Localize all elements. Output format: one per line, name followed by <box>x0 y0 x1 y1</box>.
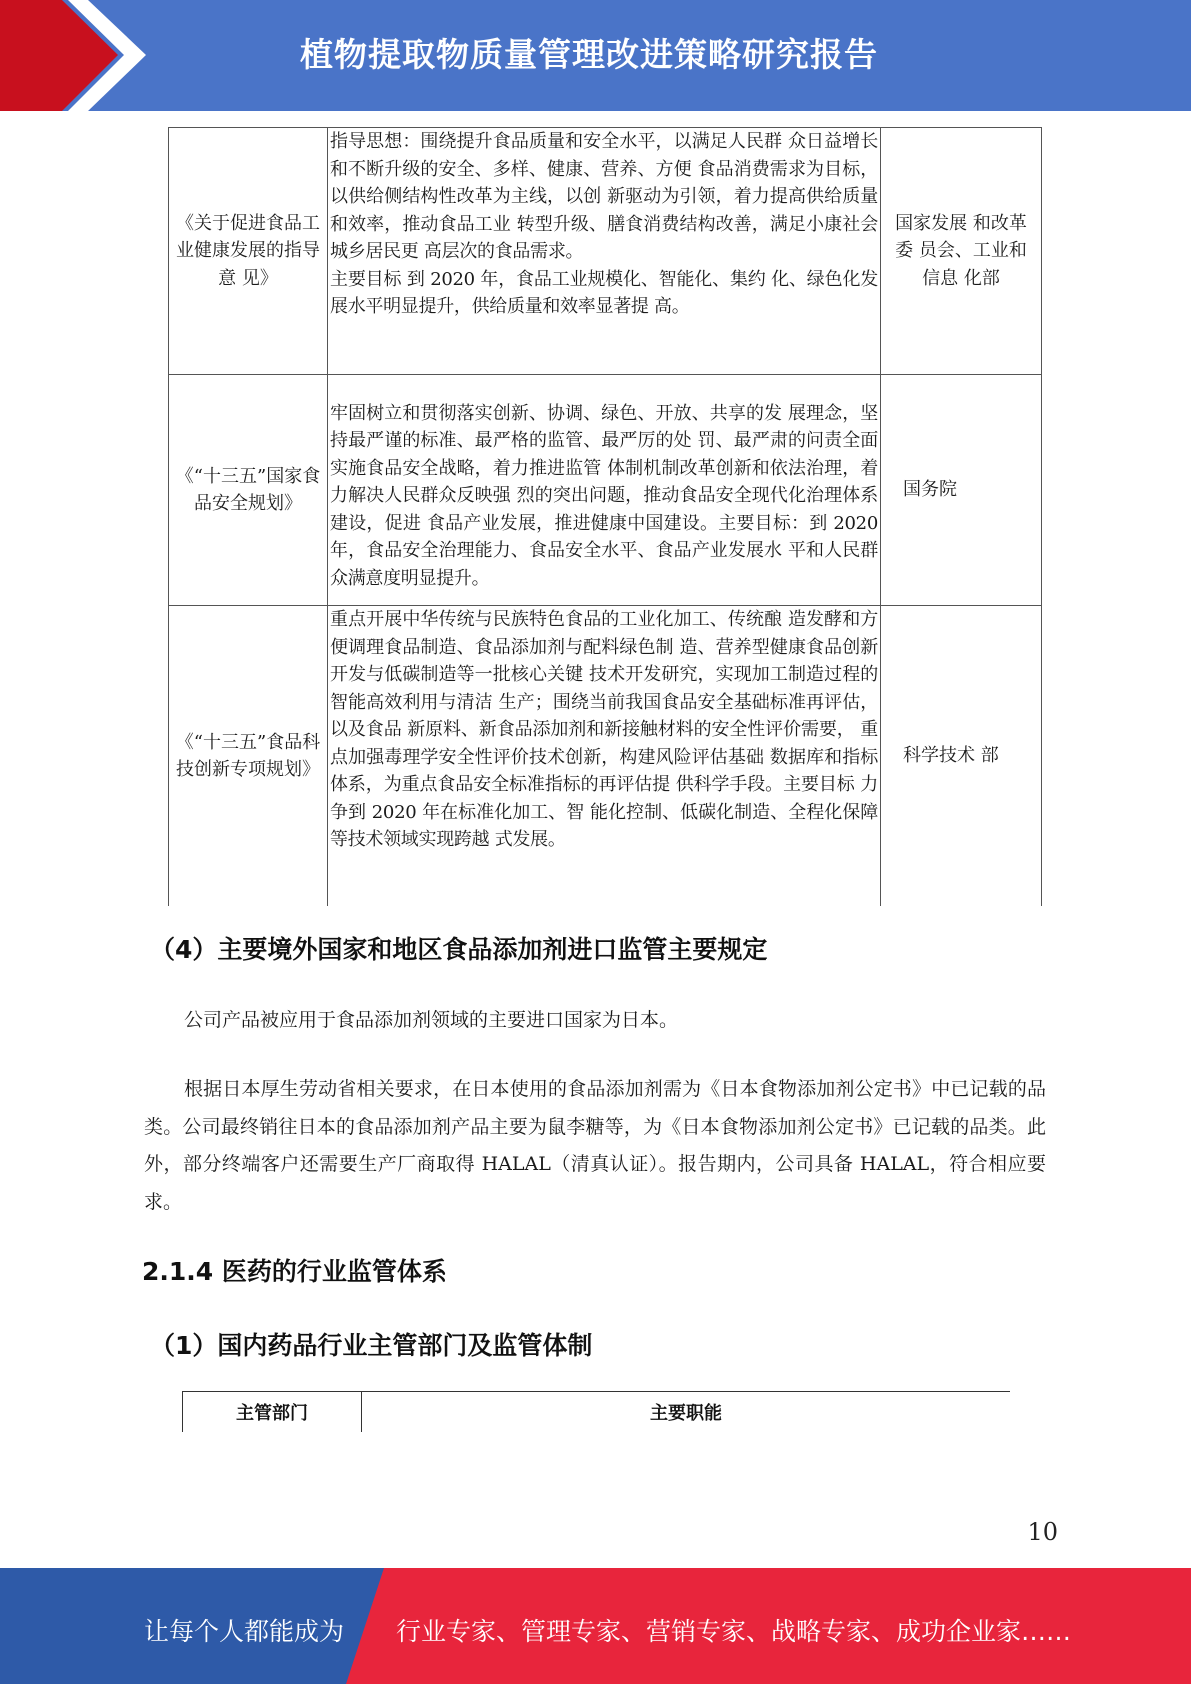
column-header-department: 主管部门 <box>183 1392 362 1433</box>
drug-regulation-table <box>182 1391 1010 1432</box>
table-row <box>169 606 1042 907</box>
table-row <box>169 128 1042 375</box>
policy-name: 《“十三五”食品科技创新专项规划》 <box>169 606 328 907</box>
section-4-heading: （4）主要境外国家和地区食品添加剂进口监管主要规定 <box>150 935 768 964</box>
column-header-functions: 主要职能 <box>362 1392 1011 1433</box>
report-title: 植物提取物质量管理改进策略研究报告 <box>300 35 878 74</box>
policy-content: 重点开展中华传统与民族特色食品的工业化加工、传统酿 造发酵和方便调理食品制造、食品添加剂与配料绿色制 造、营养型健康食品创新开发与低碳制造等一批核心关键 技术开发研究，实现加工制造过程的智能高效利用与清洁 生产；围绕当前我国食品安全基础标准再评估，以及食品 新原料、新食品添加剂和新接触材料的安全性评价需要， 重点加强毒理学安全性评价技术创新，构建风险评估基础 数据库和指标体系，为重点食品安全标准指标的再评估提 供科学手段。主要目标 力争到 2020 年在标准化加工、智 能化控制、低碳化制造、全程化保障等技术领域实现跨越 式发展。 <box>328 606 881 907</box>
page-number: 10 <box>1027 1518 1058 1546</box>
section-2-1-4-subheading: （1）国内药品行业主管部门及监管体制 <box>150 1331 593 1360</box>
policy-department: 科学技术 部 <box>881 606 1042 907</box>
policy-table <box>168 127 1042 906</box>
footer-slogan-right: 行业专家、管理专家、营销专家、战略专家、成功企业家…… <box>396 1617 1072 1646</box>
policy-name: 《“十三五”国家食品安全规划》 <box>169 375 328 606</box>
policy-content-text: 指导思想：围绕提升食品质量和安全水平，以满足人民群 众日益增长和不断升级的安全、多样、健康、营养、方便 食品消费需求为目标，以供给侧结构性改革为主线，以创 新驱动为引领，着力提高供给质量和效率，推动食品工业 转型升级、膳食消费结构改善，满足小康社会城乡居民更 高层次的食品需求。 主要目标 到 2020 年，食品工业规模化、智能化、集约 化、绿色化发展水平明显提升，供给质量和效率显著提 高。 <box>330 131 878 317</box>
policy-department: 国务院 <box>881 375 1042 606</box>
table-header-row <box>183 1392 1011 1433</box>
policy-name: 《关于促进食品工业健康发展的指导意 见》 <box>169 128 328 375</box>
policy-content <box>328 128 881 375</box>
section-4-paragraph-1: 公司产品被应用于食品添加剂领域的主要进口国家为日本。 <box>184 1009 679 1031</box>
footer-slogan-left: 让每个人都能成为 <box>144 1617 345 1646</box>
page-header <box>0 0 1191 111</box>
policy-department: 国家发展 和改革委 员会、工业和信息 化部 <box>881 128 1042 375</box>
page-footer <box>0 1568 1191 1684</box>
section-4-paragraph-2: 根据日本厚生劳动省相关要求，在日本使用的食品添加剂需为《日本食物添加剂公定书》中已记载的品类。公司最终销往日本的食品添加剂产品主要为鼠李糖等，为《日本食物添加剂公定书》已记载的品类。此外，部分终端客户还需要生产厂商取得 HALAL（清真认证）。报告期内，公司具备 HALAL，符合相应要求。 <box>144 1078 1046 1213</box>
header-arrow-decoration <box>0 0 150 111</box>
policy-content: 牢固树立和贯彻落实创新、协调、绿色、开放、共享的发 展理念，坚持最严谨的标准、最严格的监管、最严厉的处 罚、最严肃的问责全面实施食品安全战略，着力推进监管 体制机制改革创新和依法治理，着力解决人民群众反映强 烈的突出问题，推动食品安全现代化治理体系建设，促进 食品产业发展，推进健康中国建设。主要目标：到 2020 年，食品安全治理能力、食品安全水平、食品产业发展水 平和人民群众满意度明显提升。 <box>328 375 881 606</box>
section-2-1-4-heading: 2.1.4 医药的行业监管体系 <box>142 1257 447 1286</box>
table-row <box>169 375 1042 606</box>
